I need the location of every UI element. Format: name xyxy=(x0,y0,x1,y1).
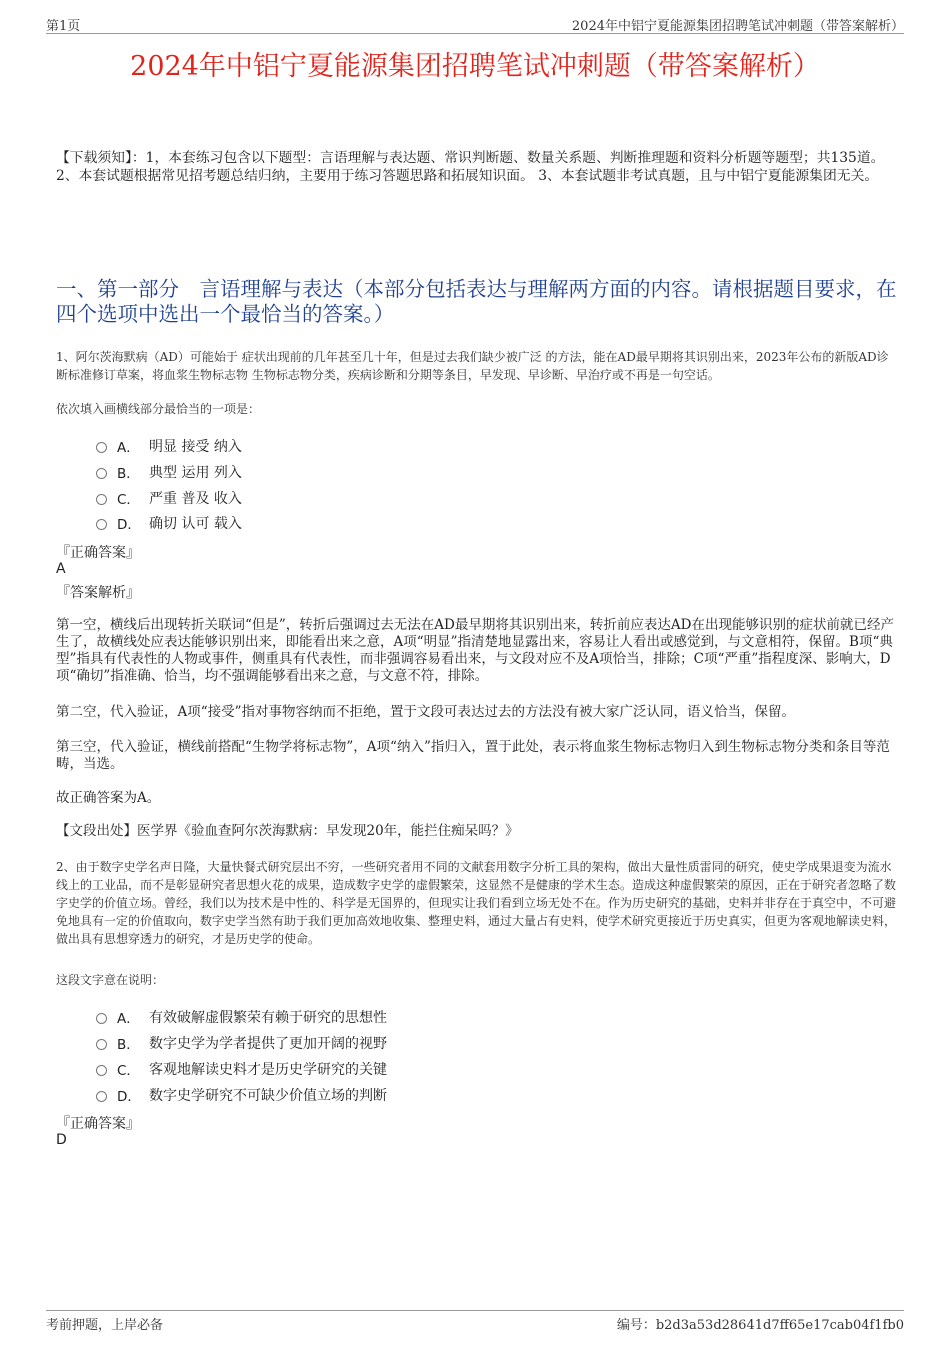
option-key: A． xyxy=(117,1011,140,1027)
q1-prompt: 依次填入画横线部分最恰当的一项是： xyxy=(56,402,261,416)
option-key: B． xyxy=(117,466,140,482)
option-key: C． xyxy=(117,1063,140,1079)
q2-option-b[interactable] xyxy=(96,1034,387,1052)
header-doc-title: 2024年中铝宁夏能源集团招聘笔试冲刺题（带答案解析） xyxy=(571,19,904,34)
q1-analysis-para-4: 故正确答案为A。 xyxy=(56,790,161,806)
option-key: D． xyxy=(117,1089,141,1105)
option-key: A． xyxy=(117,440,140,456)
q1-analysis-para-2: 第二空，代入验证，A项“接受”指对事物容纳而不拒绝，置于文段可表达过去的方法没有被大家广泛认同，语义恰当，保留。 xyxy=(56,704,796,720)
q2-option-a[interactable] xyxy=(96,1008,387,1026)
q2-stem: 2、由于数字史学名声日隆，大量快餐式研究层出不穷，一些研究者用不同的文献套用数字分析工具的架构，做出大量性质雷同的研究，使史学成果退变为流水线上的工业品，而不是彰显研究者思想火花的成果，造成数字史学的虚假繁荣，这显然不是健康的学术生态。造成这种虚假繁荣的原因，正在于研究者忽略了数字史学的价值立场。曾经，我们以为技术是中性的、科学是无国界的，但现实让我们看到立场无处不在。作为历史研究的基础，史料并非存在于真空中，不可避免地具有一定的价值取向，数字史学当然有助于我们更加高效地收集、整理史料，通过大量占有史料，使学术研究更接近于历史真实，但更为客观地解读史料，做出具有思想穿透力的研究，才是历史学的使命。 xyxy=(56,860,897,946)
q1-option-b[interactable] xyxy=(96,463,242,481)
page-number: 第1页 xyxy=(46,19,81,34)
page-title: 2024年中铝宁夏能源集团招聘笔试冲刺题（带答案解析） xyxy=(130,51,820,82)
q1-source: 【文段出处】医学界《验血查阿尔茨海默病：早发现20年，能拦住痴呆吗？》 xyxy=(56,823,519,839)
option-text: 典型 运用 列入 xyxy=(149,465,242,481)
q2-prompt: 这段文字意在说明： xyxy=(56,973,165,987)
q1-analysis-para-3: 第三空，代入验证，横线前搭配“生物学将标志物”，A项“纳入”指归入，置于此处，表示将血浆生物标志物归入到生物标志物分类和条目等范畴，当选。 xyxy=(56,739,890,772)
footer-serial: 编号：b2d3a53d28641d7ff65e17cab04f1fb0 xyxy=(616,1318,904,1333)
option-text: 数字史学研究不可缺少价值立场的判断 xyxy=(149,1088,387,1104)
section-title: 一、第一部分 言语理解与表达（本部分包括表达与理解两方面的内容。请根据题目要求，在四个选项中选出一个最恰当的答案。） xyxy=(56,277,897,326)
q1-option-a[interactable] xyxy=(96,437,242,455)
option-text: 确切 认可 载入 xyxy=(149,516,242,532)
header-divider xyxy=(46,33,904,34)
q1-analysis-para-1: 第一空，横线后出现转折关联词“但是”，转折后强调过去无法在AD最早期将其识别出来，转折前应表达AD在出现能够识别的症状前就已经产生了，故横线处应表达能够识别出来，即能看出来之意，A项“明显”指清楚地显露出来，容易让人看出或感觉到，与文意相符，保留。B项“典型”指具有代表性的人物或事件，侧重具有代表性，而非强调容易看出来，与文段对应不及A项恰当，排除；C项“严重”指程度深、影响大，D项“确切”指准确、恰当，均不强调能够看出来之意，与文意不符，排除。 xyxy=(56,617,894,684)
option-text: 有效破解虚假繁荣有赖于研究的思想性 xyxy=(149,1010,387,1026)
radio-icon[interactable] xyxy=(96,1039,107,1050)
q2-option-d[interactable] xyxy=(96,1086,387,1104)
q1-option-d[interactable] xyxy=(96,514,242,532)
radio-icon[interactable] xyxy=(96,494,107,505)
radio-icon[interactable] xyxy=(96,1065,107,1076)
option-text: 客观地解读史料才是历史学研究的关键 xyxy=(149,1062,387,1078)
q1-option-c[interactable] xyxy=(96,489,242,507)
option-key: B． xyxy=(117,1037,140,1053)
radio-icon[interactable] xyxy=(96,519,107,530)
footer-slogan: 考前押题，上岸必备 xyxy=(46,1318,164,1333)
q2-answer: D xyxy=(56,1132,67,1148)
footer-divider xyxy=(46,1310,904,1311)
option-text: 严重 普及 收入 xyxy=(149,491,242,507)
radio-icon[interactable] xyxy=(96,1091,107,1102)
option-key: D． xyxy=(117,517,141,533)
q1-stem: 1、阿尔茨海默病（AD）可能始于 症状出现前的几年甚至几十年，但是过去我们缺少被广泛 的方法，能在AD最早期将其识别出来，2023年公布的新版AD诊断标准修订草案，将血浆生物标志物 生物标志物分类，疾病诊断和分期等条目，早发现、早诊断、早治疗或不再是一句空话。 xyxy=(56,350,889,382)
option-text: 明显 接受 纳入 xyxy=(149,439,242,455)
q2-answer-label: 『正确答案』 xyxy=(56,1116,140,1132)
radio-icon[interactable] xyxy=(96,442,107,453)
download-notice: 【下载须知】：1，本套练习包含以下题型：言语理解与表达题、常识判断题、数量关系题、判断推理题和资料分析题等题型；共135道。 2、本套试题根据常见招考题总结归纳，主要用于练习答题思路和拓展知识面。 3、本套试题非考试真题，且与中铝宁夏能源集团无关。 xyxy=(56,150,885,184)
q2-option-c[interactable] xyxy=(96,1060,387,1078)
option-key: C． xyxy=(117,492,140,508)
option-text: 数字史学为学者提供了更加开阔的视野 xyxy=(149,1036,387,1052)
q1-analysis-label: 『答案解析』 xyxy=(56,585,140,601)
q1-answer-label: 『正确答案』 xyxy=(56,545,140,561)
q1-answer: A xyxy=(56,561,66,577)
radio-icon[interactable] xyxy=(96,1013,107,1024)
radio-icon[interactable] xyxy=(96,468,107,479)
